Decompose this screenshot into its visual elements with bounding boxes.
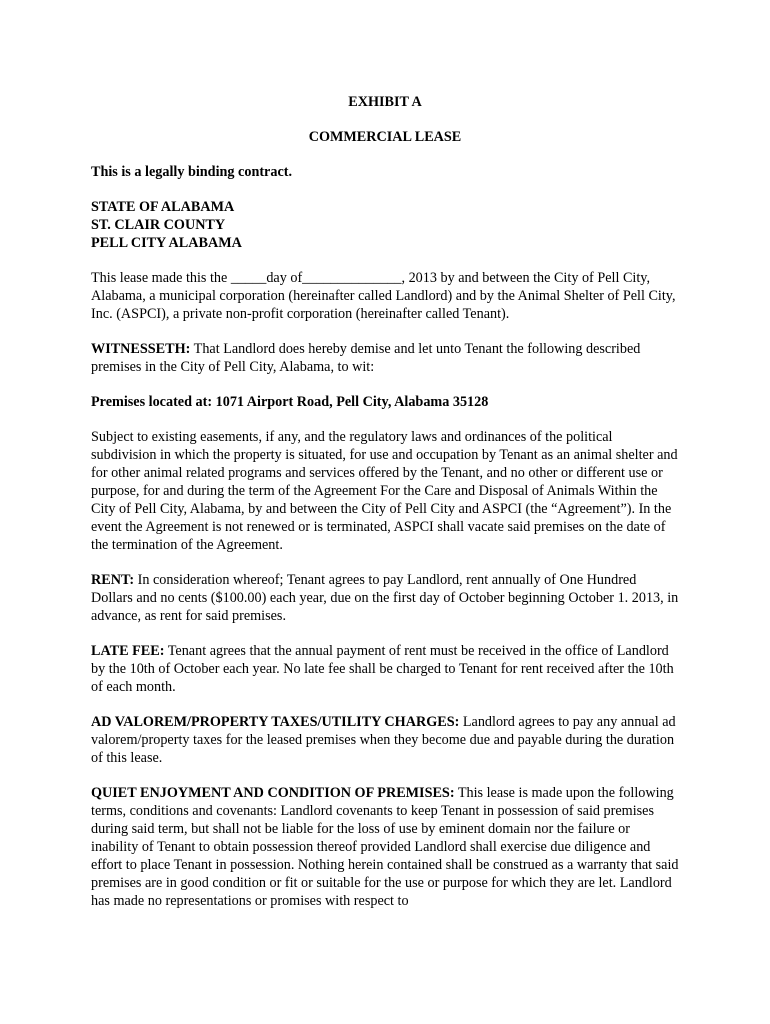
witnesseth-label: WITNESSETH: <box>91 341 191 357</box>
late-fee-text: Tenant agrees that the annual payment of rent must be received in the office of Landlord by the 10th of October each year. No late fee shall be charged to Tenant for rent received after the 10th of each month. <box>91 643 674 695</box>
use-clause-paragraph: Subject to existing easements, if any, and the regulatory laws and ordinances of the political subdivision in which the property is situated, for use and occupation by Tenant as an animal shelter and for other animal related programs and services offered by the Tenant, and no other or different use or purpose, for and during the term of the Agreement For the Care and Disposal of Animals Within the City of Pell City, Alabama, by and between the City of Pell City and ASPCI (the “Agreement”). In the event the Agreement is not renewed or is terminated, ASPCI shall vacate said premises on the date of the termination of the Agreement. <box>91 429 678 553</box>
intro-paragraph: This lease made this the _____day of______________, 2013 by and between the City of Pell City, Alabama, a municipal corporation (hereinafter called Landlord) and by the Animal Shelter of Pell City, Inc. (ASPCI), a private non-profit corporation (hereinafter called Tenant). <box>91 270 676 322</box>
quiet-enjoyment-label: QUIET ENJOYMENT AND CONDITION OF PREMISES: <box>91 785 455 801</box>
taxes-paragraph <box>91 713 679 767</box>
quiet-enjoyment-paragraph <box>91 784 679 910</box>
late-fee-label: LATE FEE: <box>91 643 165 659</box>
lease-title: COMMERCIAL LEASE <box>308 129 462 145</box>
taxes-label: AD VALOREM/PROPERTY TAXES/UTILITY CHARGES: <box>91 714 460 730</box>
binding-notice: This is a legally binding contract. <box>91 164 293 180</box>
jurisdiction-city: PELL CITY ALABAMA <box>91 235 242 251</box>
document-page <box>91 93 679 927</box>
rent-text: In consideration whereof; Tenant agrees to pay Landlord, rent annually of One Hundred Dollars and no cents ($100.00) each year, due on the first day of October beginning October 1. 2013, in advance, as rent for said premises. <box>91 572 679 624</box>
late-fee-paragraph <box>91 642 679 696</box>
witnesseth-text: That Landlord does hereby demise and let unto Tenant the following described premises in the City of Pell City, Alabama, to wit: <box>91 341 641 375</box>
exhibit-heading: EXHIBIT A <box>348 94 422 110</box>
premises-line: Premises located at: 1071 Airport Road, Pell City, Alabama 35128 <box>91 394 489 410</box>
jurisdiction-state: STATE OF ALABAMA <box>91 199 235 215</box>
jurisdiction-block <box>91 198 679 252</box>
quiet-enjoyment-text: This lease is made upon the following terms, conditions and covenants: Landlord covenants to keep Tenant in possession of said premises during said term, but shall not be liable for the loss of use by eminent domain nor the failure or inability of Tenant to obtain possession thereof provided Landlord shall exercise due diligence and effort to place Tenant in possession. Nothing herein contained shall be construed as a warranty that said premises are in good condition or fit or suitable for the use or purpose for which they are let. Landlord has made no representations or promises with respect to <box>91 785 679 909</box>
witnesseth-paragraph <box>91 340 679 376</box>
rent-paragraph <box>91 571 679 625</box>
jurisdiction-county: ST. CLAIR COUNTY <box>91 217 226 233</box>
rent-label: RENT: <box>91 572 135 588</box>
taxes-text: Landlord agrees to pay any annual ad valorem/property taxes for the leased premises when they become due and payable during the duration of this lease. <box>91 714 676 766</box>
